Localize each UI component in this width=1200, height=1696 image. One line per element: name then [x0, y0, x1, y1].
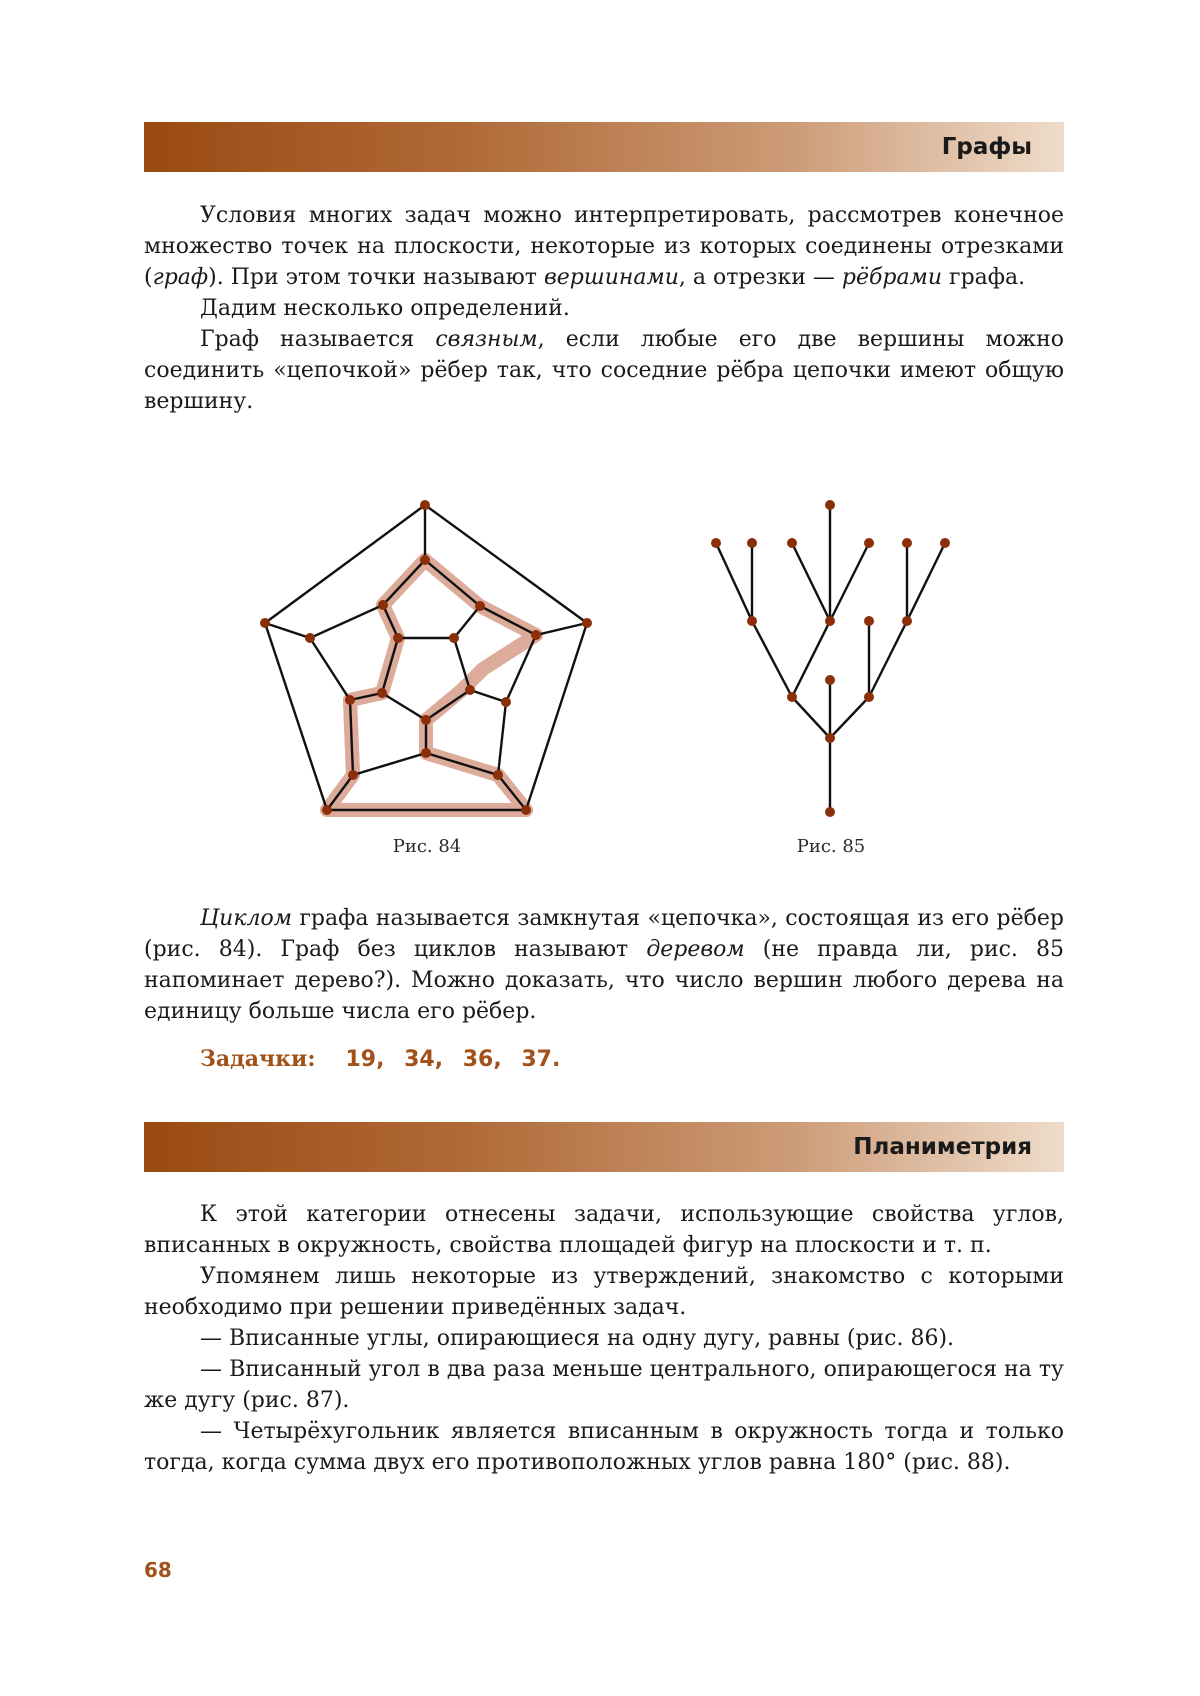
term-vertices: вершинами: [544, 265, 679, 290]
text: Условия многих задач можно интерпретировать, рассмотрев конечное множество точек на плоскости, некоторые из которых соединены отрезками (: [144, 203, 1064, 290]
text: ). При этом точки называют: [208, 265, 544, 290]
figure-84-caption: Рис. 84: [347, 836, 507, 857]
section-header-planimetry: [144, 1122, 1064, 1172]
paragraph: [144, 200, 1064, 293]
text: (не правда ли, рис. 85 напоминает дерево?). Можно доказать, что число вершин любого дерева на единицу больше числа его рёбер.: [144, 937, 1064, 1024]
paragraph: [144, 903, 1064, 1027]
section-title: Планиметрия: [853, 1134, 1032, 1160]
list-item: — Вписанный угол в два раза меньше центрального, опирающегося на ту же дугу (рис. 87).: [144, 1354, 1064, 1416]
term-edges: рёбрами: [842, 265, 942, 290]
section-planimetry-text: [144, 1199, 1064, 1478]
page-number: 68: [144, 1558, 172, 1582]
text: , а отрезки —: [679, 265, 842, 290]
term-cycle: Циклом: [200, 906, 292, 931]
paragraph: Дадим несколько определений.: [144, 293, 1064, 324]
text: Граф называется: [200, 327, 435, 352]
tasks-line: [200, 1046, 560, 1072]
section-graphs-definitions: [144, 903, 1064, 1027]
figure-85-caption: Рис. 85: [751, 836, 911, 857]
figure-84-graph: [240, 490, 620, 830]
graph-edges: [265, 505, 587, 810]
figure-85-tree: [700, 490, 960, 830]
text: графа называется замкнутая «цепочка», состоящая из его рёбер (рис. 84). Граф без циклов называют: [144, 906, 1064, 962]
tasks-numbers: 19, 34, 36, 37.: [345, 1047, 560, 1072]
section-title: Графы: [942, 134, 1032, 160]
paragraph: [144, 324, 1064, 417]
paragraph: К этой категории отнесены задачи, использующие свойства углов, вписанных в окружность, свойства площадей фигур на плоскости и т. п.: [144, 1199, 1064, 1261]
text: графа.: [942, 265, 1025, 290]
section-graphs-intro: [144, 200, 1064, 417]
term-graph: граф: [153, 265, 209, 290]
paragraph: Упомянем лишь некоторые из утверждений, знакомство с которыми необходимо при решении приведённых задач.: [144, 1261, 1064, 1323]
tree-edges: [716, 505, 945, 812]
list-item: — Вписанные углы, опирающиеся на одну дугу, равны (рис. 86).: [144, 1323, 1064, 1354]
tasks-label: Задачки:: [200, 1046, 315, 1072]
term-connected: связным: [435, 327, 537, 352]
term-tree: деревом: [646, 937, 744, 962]
list-item: — Четырёхугольник является вписанным в окружность тогда и только тогда, когда сумма двух его противоположных углов равна 180° (рис. 88).: [144, 1416, 1064, 1478]
section-header-graphs: [144, 122, 1064, 172]
text: , если любые его две вершины можно соединить «цепочкой» рёбер так, что соседние рёбра цепочки имеют общую вершину.: [144, 327, 1064, 414]
